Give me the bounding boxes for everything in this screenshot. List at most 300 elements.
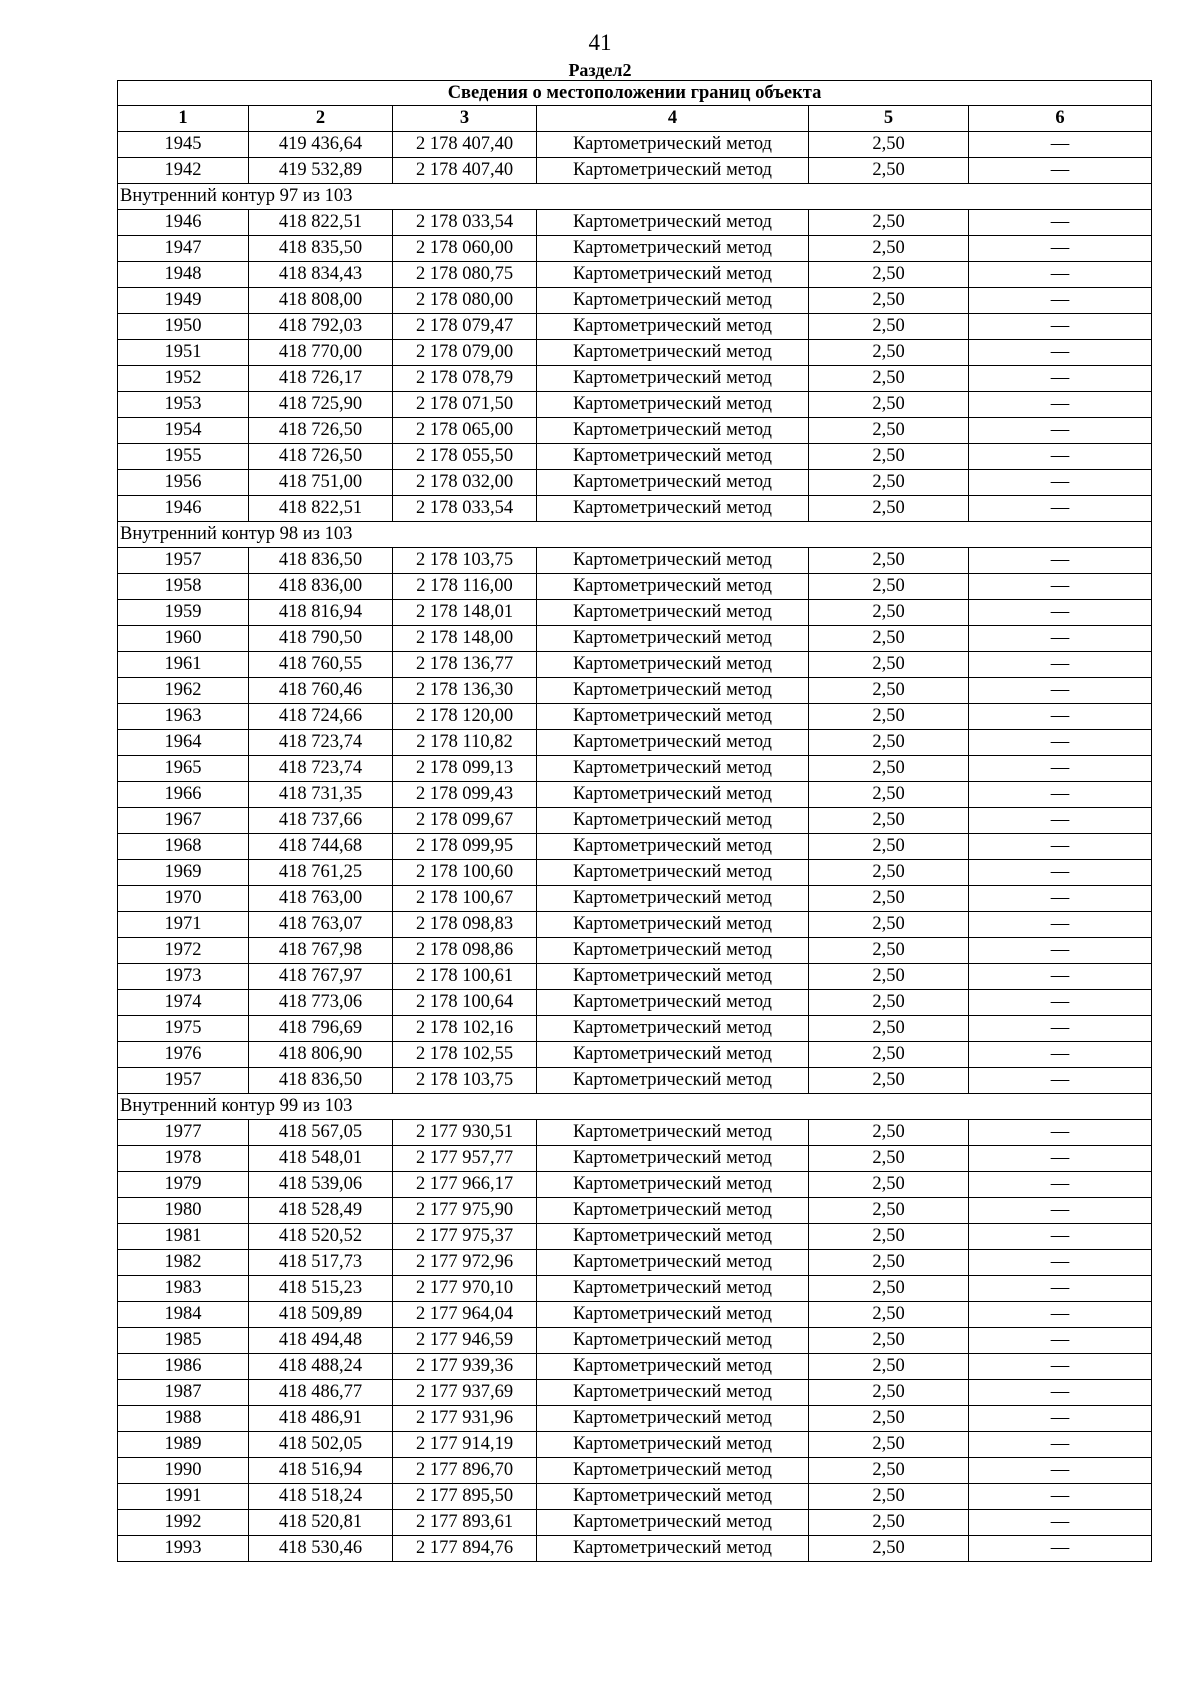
cell-method: Картометрический метод — [537, 1198, 809, 1224]
cell-point-number: 1957 — [118, 548, 249, 574]
cell-accuracy: 2,50 — [809, 236, 969, 262]
cell-method: Картометрический метод — [537, 678, 809, 704]
table-row — [118, 288, 1152, 314]
cell-point-number: 1945 — [118, 132, 249, 158]
table-row — [118, 1380, 1152, 1406]
cell-point-number: 1985 — [118, 1328, 249, 1354]
cell-coord-x: 418 726,17 — [249, 366, 393, 392]
cell-method: Картометрический метод — [537, 1302, 809, 1328]
cell-accuracy: 2,50 — [809, 912, 969, 938]
cell-point-number: 1956 — [118, 470, 249, 496]
boundary-coordinates-table — [117, 80, 1152, 1562]
cell-accuracy: 2,50 — [809, 418, 969, 444]
cell-coord-y: 2 177 914,19 — [393, 1432, 537, 1458]
cell-description: — — [969, 1276, 1152, 1302]
cell-description: — — [969, 236, 1152, 262]
cell-coord-y: 2 177 893,61 — [393, 1510, 537, 1536]
cell-accuracy: 2,50 — [809, 496, 969, 522]
cell-method: Картометрический метод — [537, 314, 809, 340]
cell-point-number: 1970 — [118, 886, 249, 912]
cell-point-number: 1951 — [118, 340, 249, 366]
contour-header-row — [118, 522, 1152, 548]
cell-coord-x: 418 806,90 — [249, 1042, 393, 1068]
cell-accuracy: 2,50 — [809, 678, 969, 704]
table-caption-row — [118, 81, 1152, 106]
cell-coord-y: 2 178 080,75 — [393, 262, 537, 288]
cell-coord-x: 418 548,01 — [249, 1146, 393, 1172]
cell-point-number: 1957 — [118, 1068, 249, 1094]
table-row — [118, 1042, 1152, 1068]
table-row — [118, 782, 1152, 808]
cell-coord-y: 2 178 116,00 — [393, 574, 537, 600]
cell-method: Картометрический метод — [537, 938, 809, 964]
cell-coord-y: 2 177 966,17 — [393, 1172, 537, 1198]
cell-coord-y: 2 178 099,13 — [393, 756, 537, 782]
cell-coord-y: 2 178 120,00 — [393, 704, 537, 730]
cell-coord-x: 418 724,66 — [249, 704, 393, 730]
cell-coord-x: 418 808,00 — [249, 288, 393, 314]
cell-coord-x: 418 773,06 — [249, 990, 393, 1016]
table-row — [118, 158, 1152, 184]
cell-accuracy: 2,50 — [809, 1120, 969, 1146]
cell-accuracy: 2,50 — [809, 1406, 969, 1432]
cell-coord-x: 418 528,49 — [249, 1198, 393, 1224]
cell-method: Картометрический метод — [537, 262, 809, 288]
cell-coord-y: 2 178 099,43 — [393, 782, 537, 808]
cell-description: — — [969, 314, 1152, 340]
cell-description: — — [969, 1172, 1152, 1198]
table-row — [118, 808, 1152, 834]
cell-point-number: 1980 — [118, 1198, 249, 1224]
cell-point-number: 1942 — [118, 158, 249, 184]
cell-method: Картометрический метод — [537, 1328, 809, 1354]
cell-method: Картометрический метод — [537, 808, 809, 834]
cell-description: — — [969, 418, 1152, 444]
cell-coord-x: 418 509,89 — [249, 1302, 393, 1328]
cell-coord-y: 2 178 407,40 — [393, 158, 537, 184]
cell-coord-y: 2 177 930,51 — [393, 1120, 537, 1146]
cell-coord-x: 419 436,64 — [249, 132, 393, 158]
cell-description: — — [969, 1120, 1152, 1146]
cell-coord-x: 418 767,97 — [249, 964, 393, 990]
cell-accuracy: 2,50 — [809, 1146, 969, 1172]
table-row — [118, 600, 1152, 626]
cell-method: Картометрический метод — [537, 1250, 809, 1276]
cell-description: — — [969, 1146, 1152, 1172]
cell-method: Картометрический метод — [537, 288, 809, 314]
cell-point-number: 1973 — [118, 964, 249, 990]
cell-coord-y: 2 177 946,59 — [393, 1328, 537, 1354]
cell-point-number: 1960 — [118, 626, 249, 652]
cell-coord-y: 2 178 071,50 — [393, 392, 537, 418]
cell-point-number: 1982 — [118, 1250, 249, 1276]
table-row — [118, 262, 1152, 288]
cell-description: — — [969, 1406, 1152, 1432]
table-row — [118, 626, 1152, 652]
table-row — [118, 1302, 1152, 1328]
cell-accuracy: 2,50 — [809, 158, 969, 184]
cell-coord-y: 2 178 102,16 — [393, 1016, 537, 1042]
cell-coord-y: 2 178 136,77 — [393, 652, 537, 678]
cell-accuracy: 2,50 — [809, 444, 969, 470]
table-row — [118, 1484, 1152, 1510]
cell-coord-y: 2 177 931,96 — [393, 1406, 537, 1432]
cell-description: — — [969, 756, 1152, 782]
table-row — [118, 990, 1152, 1016]
cell-accuracy: 2,50 — [809, 1224, 969, 1250]
cell-accuracy: 2,50 — [809, 1042, 969, 1068]
table-row — [118, 210, 1152, 236]
cell-coord-x: 419 532,89 — [249, 158, 393, 184]
cell-coord-y: 2 178 032,00 — [393, 470, 537, 496]
cell-coord-x: 418 488,24 — [249, 1354, 393, 1380]
cell-accuracy: 2,50 — [809, 730, 969, 756]
table-row — [118, 470, 1152, 496]
cell-coord-x: 418 792,03 — [249, 314, 393, 340]
table-row — [118, 1198, 1152, 1224]
cell-coord-x: 418 744,68 — [249, 834, 393, 860]
cell-coord-y: 2 178 033,54 — [393, 496, 537, 522]
column-header: 4 — [537, 106, 809, 132]
cell-point-number: 1969 — [118, 860, 249, 886]
cell-accuracy: 2,50 — [809, 808, 969, 834]
cell-accuracy: 2,50 — [809, 1172, 969, 1198]
cell-coord-y: 2 178 100,67 — [393, 886, 537, 912]
table-row — [118, 1068, 1152, 1094]
cell-coord-x: 418 760,55 — [249, 652, 393, 678]
cell-coord-y: 2 178 148,00 — [393, 626, 537, 652]
cell-point-number: 1968 — [118, 834, 249, 860]
table-row — [118, 1120, 1152, 1146]
cell-coord-y: 2 178 102,55 — [393, 1042, 537, 1068]
cell-accuracy: 2,50 — [809, 964, 969, 990]
cell-description: — — [969, 964, 1152, 990]
contour-header-row — [118, 184, 1152, 210]
cell-point-number: 1962 — [118, 678, 249, 704]
cell-description: — — [969, 678, 1152, 704]
table-row — [118, 1250, 1152, 1276]
cell-coord-y: 2 177 957,77 — [393, 1146, 537, 1172]
cell-description: — — [969, 548, 1152, 574]
cell-method: Картометрический метод — [537, 470, 809, 496]
table-row — [118, 1458, 1152, 1484]
cell-method: Картометрический метод — [537, 886, 809, 912]
cell-method: Картометрический метод — [537, 132, 809, 158]
table-row — [118, 236, 1152, 262]
cell-coord-y: 2 178 099,95 — [393, 834, 537, 860]
cell-description: — — [969, 860, 1152, 886]
table-body — [118, 132, 1152, 1562]
cell-description: — — [969, 730, 1152, 756]
section-title: Раздел2 — [568, 60, 632, 80]
cell-accuracy: 2,50 — [809, 210, 969, 236]
cell-point-number: 1993 — [118, 1536, 249, 1562]
cell-description: — — [969, 1250, 1152, 1276]
cell-coord-x: 418 518,24 — [249, 1484, 393, 1510]
cell-coord-y: 2 177 895,50 — [393, 1484, 537, 1510]
cell-description: — — [969, 808, 1152, 834]
cell-accuracy: 2,50 — [809, 1016, 969, 1042]
cell-method: Картометрический метод — [537, 912, 809, 938]
cell-method: Картометрический метод — [537, 1276, 809, 1302]
cell-accuracy: 2,50 — [809, 366, 969, 392]
cell-coord-x: 418 763,00 — [249, 886, 393, 912]
cell-description: — — [969, 834, 1152, 860]
cell-method: Картометрический метод — [537, 418, 809, 444]
cell-method: Картометрический метод — [537, 392, 809, 418]
table-row — [118, 392, 1152, 418]
cell-accuracy: 2,50 — [809, 1250, 969, 1276]
cell-coord-x: 418 725,90 — [249, 392, 393, 418]
table-row — [118, 1224, 1152, 1250]
cell-accuracy: 2,50 — [809, 626, 969, 652]
cell-accuracy: 2,50 — [809, 1302, 969, 1328]
cell-method: Картометрический метод — [537, 1042, 809, 1068]
cell-point-number: 1992 — [118, 1510, 249, 1536]
cell-point-number: 1946 — [118, 496, 249, 522]
cell-method: Картометрический метод — [537, 574, 809, 600]
cell-description: — — [969, 210, 1152, 236]
cell-point-number: 1950 — [118, 314, 249, 340]
contour-label: Внутренний контур 97 из 103 — [118, 184, 1152, 210]
column-header: 6 — [969, 106, 1152, 132]
cell-coord-y: 2 178 099,67 — [393, 808, 537, 834]
cell-coord-x: 418 770,00 — [249, 340, 393, 366]
cell-description: — — [969, 1432, 1152, 1458]
cell-method: Картометрический метод — [537, 1510, 809, 1536]
cell-coord-x: 418 763,07 — [249, 912, 393, 938]
table-row — [118, 1146, 1152, 1172]
cell-description: — — [969, 782, 1152, 808]
cell-accuracy: 2,50 — [809, 1198, 969, 1224]
cell-coord-y: 2 178 055,50 — [393, 444, 537, 470]
cell-coord-y: 2 178 100,64 — [393, 990, 537, 1016]
cell-coord-x: 418 834,43 — [249, 262, 393, 288]
cell-description: — — [969, 626, 1152, 652]
table-row — [118, 132, 1152, 158]
cell-accuracy: 2,50 — [809, 782, 969, 808]
cell-point-number: 1955 — [118, 444, 249, 470]
cell-coord-x: 418 530,46 — [249, 1536, 393, 1562]
cell-method: Картометрический метод — [537, 600, 809, 626]
cell-coord-y: 2 178 079,00 — [393, 340, 537, 366]
cell-coord-x: 418 567,05 — [249, 1120, 393, 1146]
cell-coord-x: 418 835,50 — [249, 236, 393, 262]
cell-description: — — [969, 444, 1152, 470]
cell-point-number: 1984 — [118, 1302, 249, 1328]
cell-method: Картометрический метод — [537, 1120, 809, 1146]
cell-method: Картометрический метод — [537, 1224, 809, 1250]
cell-coord-y: 2 177 894,76 — [393, 1536, 537, 1562]
table-row — [118, 340, 1152, 366]
cell-point-number: 1977 — [118, 1120, 249, 1146]
column-header: 3 — [393, 106, 537, 132]
cell-coord-x: 418 822,51 — [249, 210, 393, 236]
cell-coord-x: 418 494,48 — [249, 1328, 393, 1354]
cell-point-number: 1967 — [118, 808, 249, 834]
table-row — [118, 834, 1152, 860]
cell-accuracy: 2,50 — [809, 548, 969, 574]
cell-point-number: 1991 — [118, 1484, 249, 1510]
cell-method: Картометрический метод — [537, 1354, 809, 1380]
cell-description: — — [969, 158, 1152, 184]
cell-method: Картометрический метод — [537, 1484, 809, 1510]
cell-coord-x: 418 486,91 — [249, 1406, 393, 1432]
cell-description: — — [969, 1536, 1152, 1562]
cell-coord-x: 418 836,50 — [249, 548, 393, 574]
cell-point-number: 1976 — [118, 1042, 249, 1068]
cell-point-number: 1948 — [118, 262, 249, 288]
cell-coord-y: 2 178 060,00 — [393, 236, 537, 262]
cell-description: — — [969, 938, 1152, 964]
cell-description: — — [969, 1354, 1152, 1380]
cell-description: — — [969, 1068, 1152, 1094]
cell-point-number: 1989 — [118, 1432, 249, 1458]
cell-accuracy: 2,50 — [809, 1328, 969, 1354]
table-row — [118, 574, 1152, 600]
cell-coord-y: 2 178 098,83 — [393, 912, 537, 938]
cell-description: — — [969, 1016, 1152, 1042]
cell-point-number: 1952 — [118, 366, 249, 392]
cell-method: Картометрический метод — [537, 496, 809, 522]
table-row — [118, 1016, 1152, 1042]
cell-description: — — [969, 392, 1152, 418]
cell-description: — — [969, 132, 1152, 158]
cell-point-number: 1990 — [118, 1458, 249, 1484]
table-row — [118, 652, 1152, 678]
cell-method: Картометрический метод — [537, 730, 809, 756]
cell-method: Картометрический метод — [537, 1016, 809, 1042]
cell-description: — — [969, 912, 1152, 938]
page-number: 41 — [588, 30, 612, 55]
cell-coord-y: 2 177 964,04 — [393, 1302, 537, 1328]
cell-coord-x: 418 723,74 — [249, 756, 393, 782]
table-row — [118, 704, 1152, 730]
cell-accuracy: 2,50 — [809, 262, 969, 288]
cell-coord-x: 418 751,00 — [249, 470, 393, 496]
cell-coord-y: 2 178 078,79 — [393, 366, 537, 392]
cell-description: — — [969, 340, 1152, 366]
cell-coord-x: 418 731,35 — [249, 782, 393, 808]
cell-coord-y: 2 177 937,69 — [393, 1380, 537, 1406]
cell-point-number: 1988 — [118, 1406, 249, 1432]
cell-accuracy: 2,50 — [809, 1432, 969, 1458]
cell-coord-y: 2 178 103,75 — [393, 1068, 537, 1094]
cell-accuracy: 2,50 — [809, 1484, 969, 1510]
cell-description: — — [969, 496, 1152, 522]
table-row — [118, 548, 1152, 574]
cell-point-number: 1953 — [118, 392, 249, 418]
cell-coord-y: 2 177 896,70 — [393, 1458, 537, 1484]
cell-description: — — [969, 470, 1152, 496]
cell-point-number: 1946 — [118, 210, 249, 236]
cell-accuracy: 2,50 — [809, 288, 969, 314]
cell-method: Картометрический метод — [537, 210, 809, 236]
contour-label: Внутренний контур 98 из 103 — [118, 522, 1152, 548]
cell-point-number: 1966 — [118, 782, 249, 808]
cell-coord-x: 418 726,50 — [249, 444, 393, 470]
cell-coord-x: 418 517,73 — [249, 1250, 393, 1276]
cell-coord-x: 418 796,69 — [249, 1016, 393, 1042]
cell-method: Картометрический метод — [537, 990, 809, 1016]
cell-point-number: 1975 — [118, 1016, 249, 1042]
cell-method: Картометрический метод — [537, 548, 809, 574]
cell-method: Картометрический метод — [537, 1406, 809, 1432]
table-row — [118, 938, 1152, 964]
cell-point-number: 1963 — [118, 704, 249, 730]
cell-method: Картометрический метод — [537, 1068, 809, 1094]
cell-coord-x: 418 726,50 — [249, 418, 393, 444]
cell-coord-y: 2 178 100,60 — [393, 860, 537, 886]
cell-description: — — [969, 652, 1152, 678]
cell-method: Картометрический метод — [537, 860, 809, 886]
cell-point-number: 1983 — [118, 1276, 249, 1302]
cell-coord-y: 2 178 110,82 — [393, 730, 537, 756]
cell-coord-y: 2 178 065,00 — [393, 418, 537, 444]
cell-point-number: 1971 — [118, 912, 249, 938]
table-row — [118, 1354, 1152, 1380]
cell-accuracy: 2,50 — [809, 938, 969, 964]
cell-description: — — [969, 600, 1152, 626]
cell-accuracy: 2,50 — [809, 990, 969, 1016]
cell-coord-y: 2 178 100,61 — [393, 964, 537, 990]
cell-coord-x: 418 502,05 — [249, 1432, 393, 1458]
table-row — [118, 756, 1152, 782]
cell-method: Картометрический метод — [537, 1536, 809, 1562]
cell-description: — — [969, 1302, 1152, 1328]
cell-description: — — [969, 574, 1152, 600]
cell-accuracy: 2,50 — [809, 652, 969, 678]
table-row — [118, 366, 1152, 392]
cell-coord-x: 418 515,23 — [249, 1276, 393, 1302]
cell-coord-x: 418 760,46 — [249, 678, 393, 704]
cell-point-number: 1978 — [118, 1146, 249, 1172]
cell-point-number: 1974 — [118, 990, 249, 1016]
cell-description: — — [969, 1484, 1152, 1510]
cell-point-number: 1979 — [118, 1172, 249, 1198]
cell-method: Картометрический метод — [537, 626, 809, 652]
cell-description: — — [969, 1198, 1152, 1224]
cell-coord-x: 418 836,00 — [249, 574, 393, 600]
cell-coord-y: 2 178 407,40 — [393, 132, 537, 158]
cell-accuracy: 2,50 — [809, 1276, 969, 1302]
contour-header-row — [118, 1094, 1152, 1120]
cell-description: — — [969, 1042, 1152, 1068]
table-row — [118, 860, 1152, 886]
cell-method: Картометрический метод — [537, 964, 809, 990]
cell-accuracy: 2,50 — [809, 470, 969, 496]
cell-method: Картометрический метод — [537, 1146, 809, 1172]
cell-coord-y: 2 177 975,37 — [393, 1224, 537, 1250]
cell-method: Картометрический метод — [537, 1458, 809, 1484]
cell-accuracy: 2,50 — [809, 1068, 969, 1094]
cell-coord-x: 418 516,94 — [249, 1458, 393, 1484]
table-row — [118, 496, 1152, 522]
cell-method: Картометрический метод — [537, 782, 809, 808]
cell-coord-y: 2 178 103,75 — [393, 548, 537, 574]
cell-coord-y: 2 178 136,30 — [393, 678, 537, 704]
cell-point-number: 1981 — [118, 1224, 249, 1250]
cell-method: Картометрический метод — [537, 704, 809, 730]
cell-method: Картометрический метод — [537, 1380, 809, 1406]
cell-point-number: 1986 — [118, 1354, 249, 1380]
cell-accuracy: 2,50 — [809, 574, 969, 600]
cell-coord-x: 418 767,98 — [249, 938, 393, 964]
cell-method: Картометрический метод — [537, 366, 809, 392]
cell-accuracy: 2,50 — [809, 704, 969, 730]
cell-coord-x: 418 539,06 — [249, 1172, 393, 1198]
cell-accuracy: 2,50 — [809, 834, 969, 860]
